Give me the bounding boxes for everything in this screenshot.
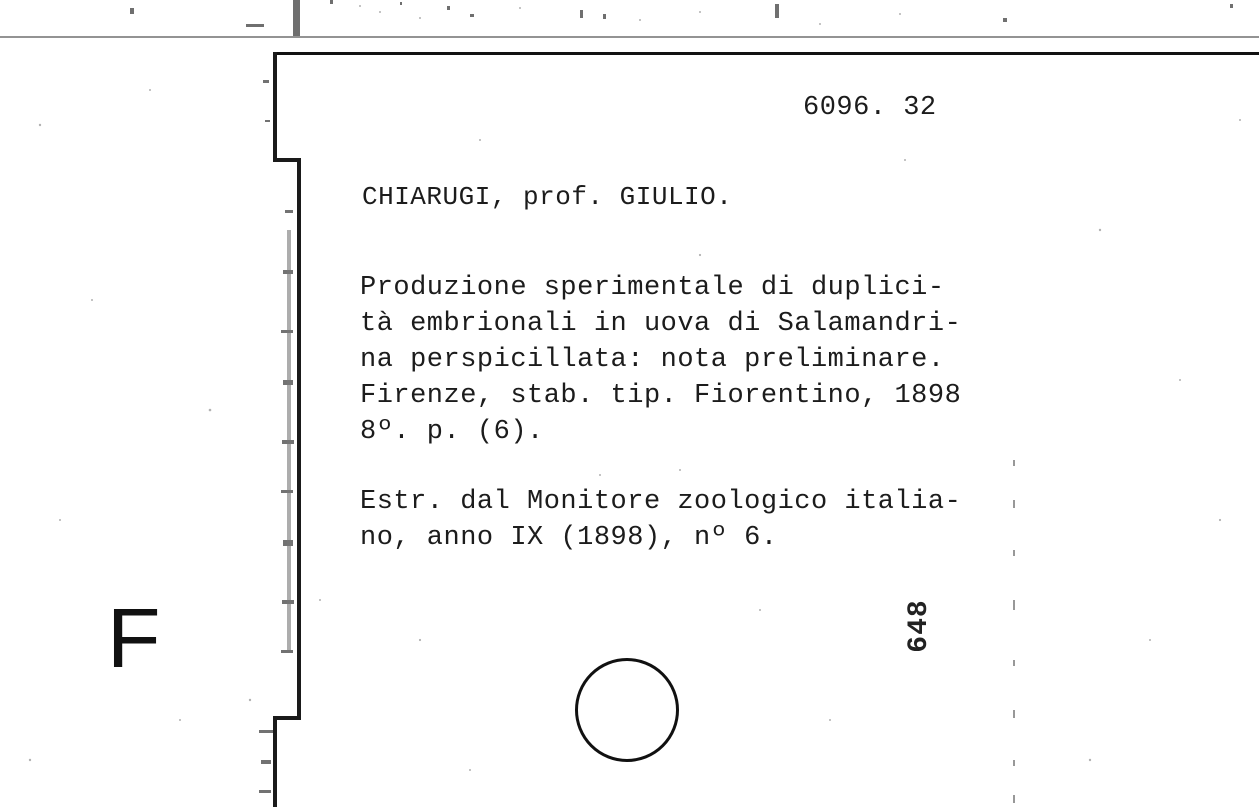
title-line-2: tà embrionali in uova di Salamandri- bbox=[360, 309, 962, 339]
top-scan-line bbox=[0, 36, 1259, 38]
top-scan-edge bbox=[0, 0, 1259, 40]
card-top-edge bbox=[275, 52, 1259, 55]
collation-line: 8º. p. (6). bbox=[360, 417, 544, 447]
card-right-edge bbox=[1010, 460, 1018, 807]
imprint-line: Firenze, stab. tip. Fiorentino, 1898 bbox=[360, 381, 962, 411]
side-letter-marker: F bbox=[106, 591, 161, 685]
title-line-1: Produzione sperimentale di duplici- bbox=[360, 273, 945, 303]
note-line-2: no, anno IX (1898), nº 6. bbox=[360, 523, 778, 553]
punch-hole bbox=[575, 658, 679, 762]
call-number: 6096. 32 bbox=[803, 93, 937, 123]
title-line-3: na perspicillata: nota preliminare. bbox=[360, 345, 945, 375]
stamp-number: 648 bbox=[904, 599, 935, 653]
author-heading: CHIARUGI, prof. GIULIO. bbox=[362, 182, 733, 212]
note-line-1: Estr. dal Monitore zoologico italia- bbox=[360, 487, 962, 517]
card-left-edge bbox=[255, 40, 305, 807]
